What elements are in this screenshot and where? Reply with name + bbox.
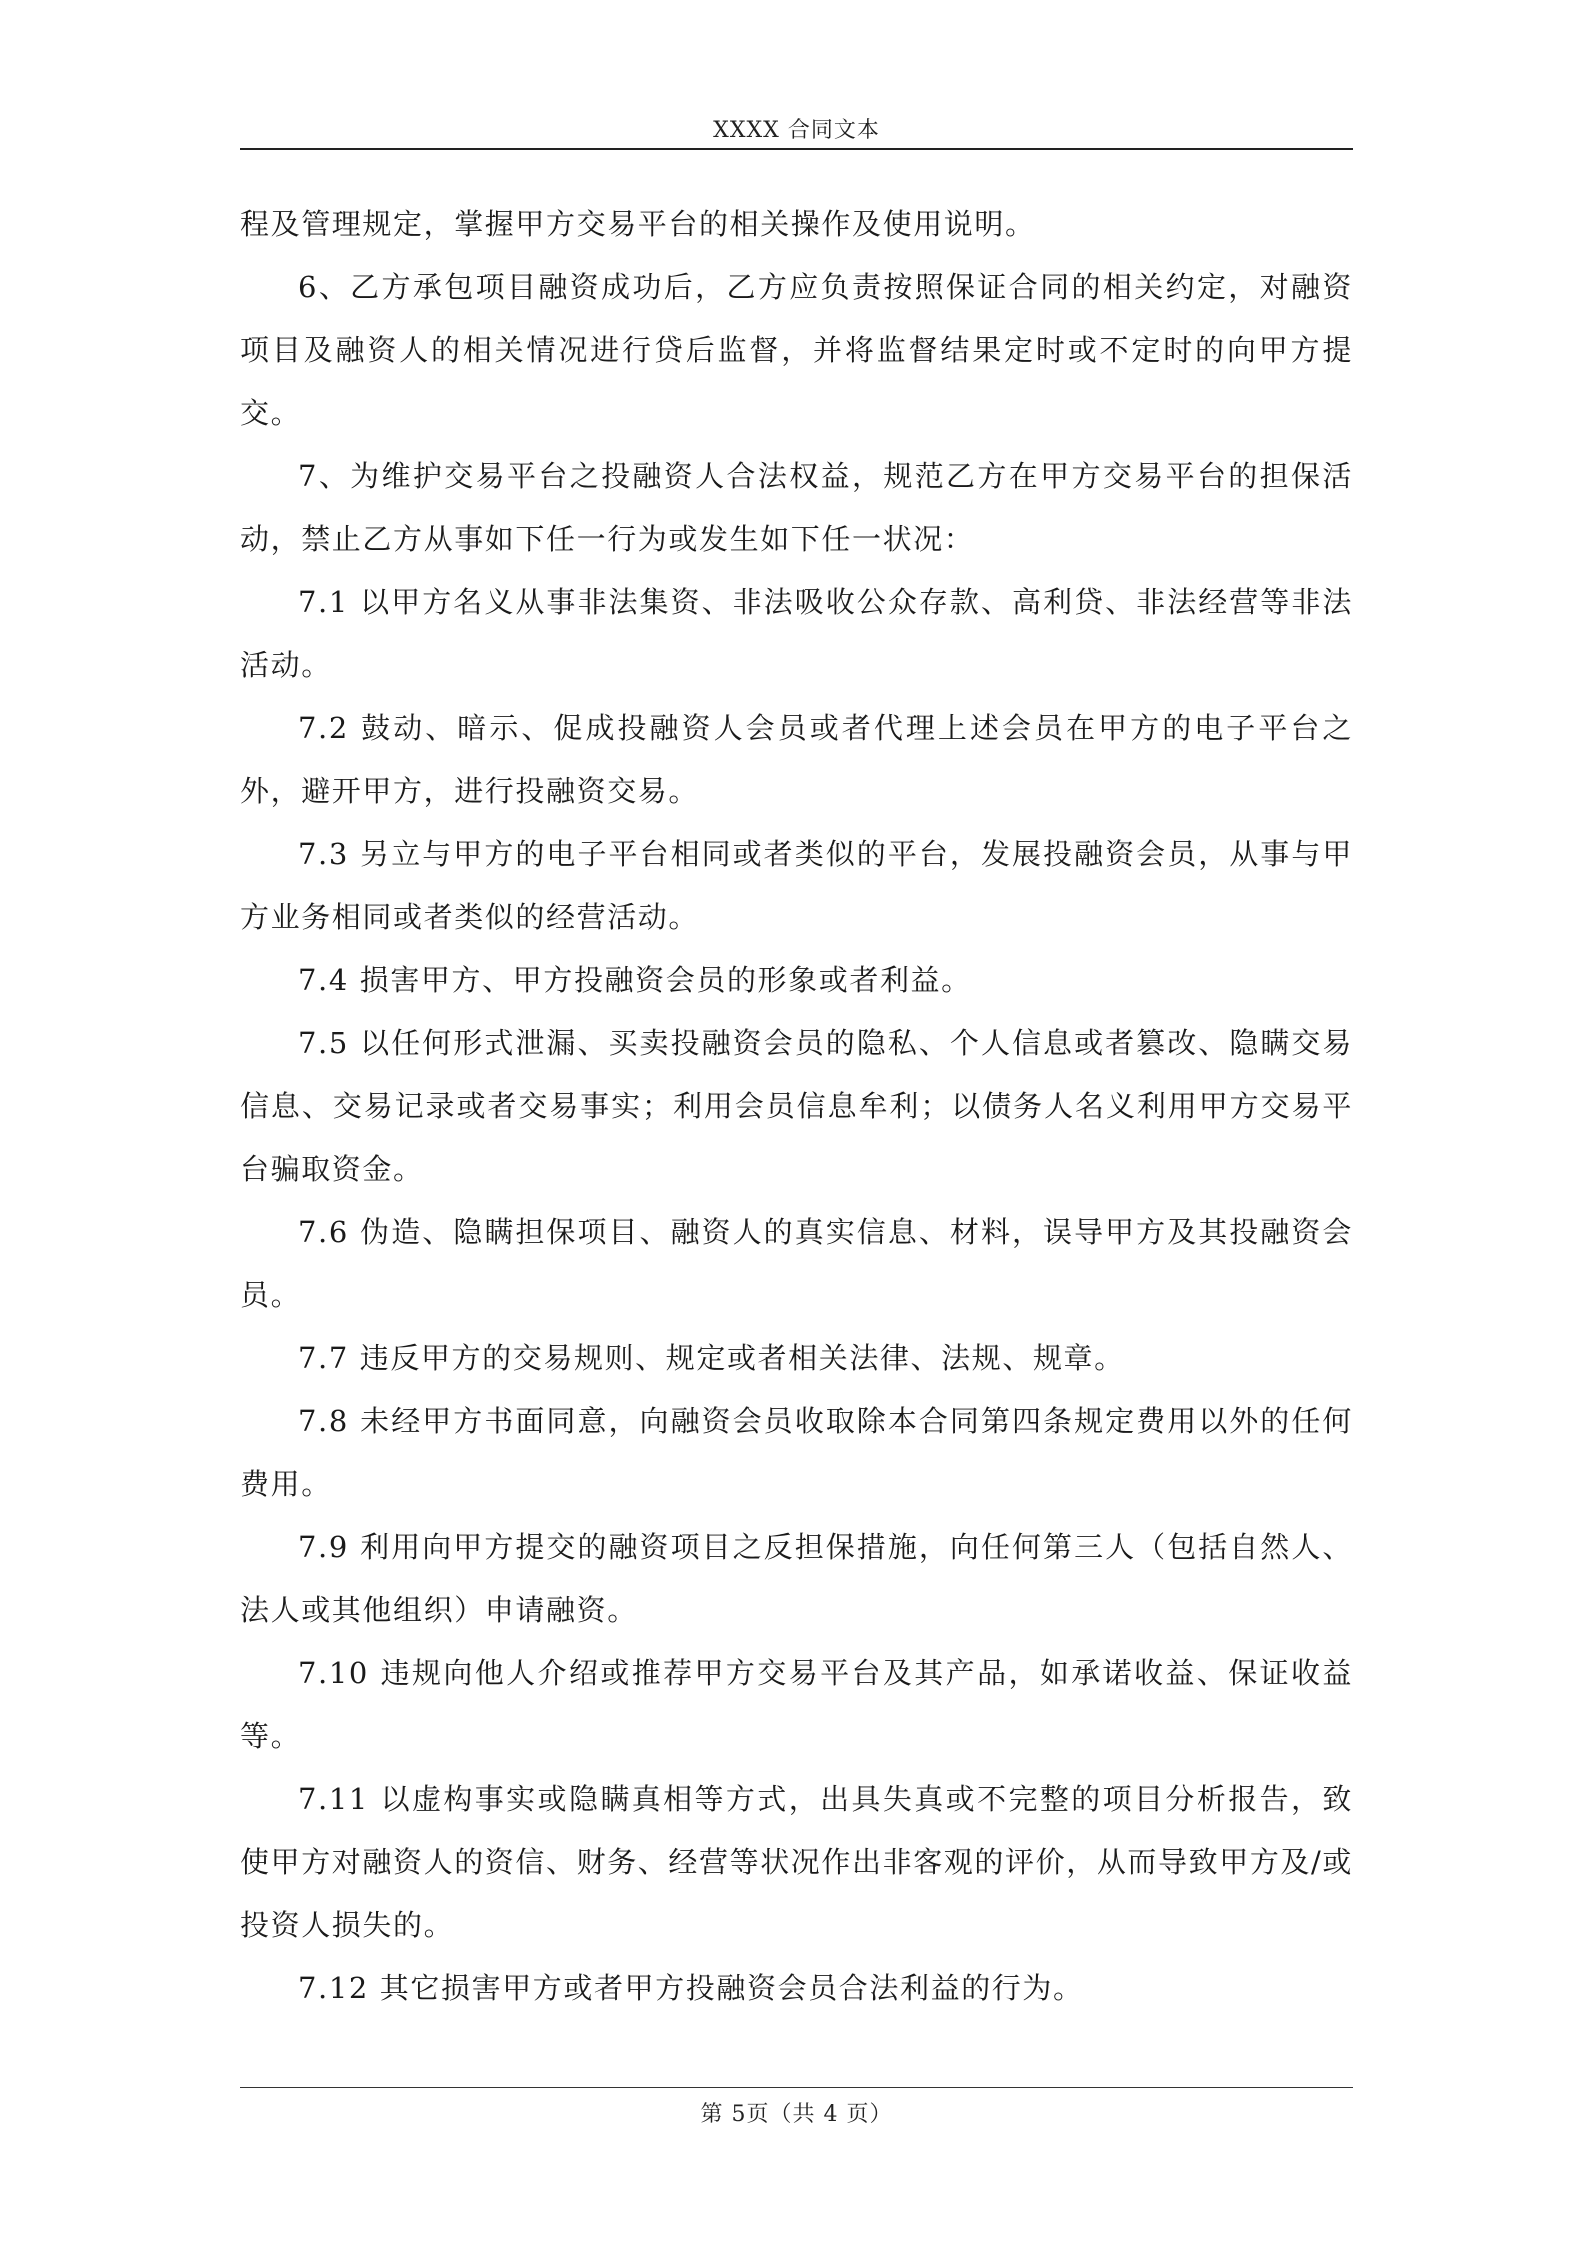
- header-title: XXXX 合同文本: [713, 118, 880, 143]
- header-divider: [240, 148, 1353, 150]
- paragraph: 7.12 其它损害甲方或者甲方投融资会员合法利益的行为。: [298, 1971, 1084, 2005]
- footer-page-number: 第 5页（共 4 页）: [700, 2102, 893, 2127]
- paragraph: 6、乙方承包项目融资成功后，乙方应负责按照保证合同的相关约定，对融资项目及融资人的相关情况进行贷后监督，并将监督结果定时或不定时的向甲方提交。: [240, 270, 1353, 430]
- paragraph: 7.8 未经甲方书面同意，向融资会员收取除本合同第四条规定费用以外的任何费用。: [240, 1404, 1353, 1501]
- paragraph: 7.10 违规向他人介绍或推荐甲方交易平台及其产品，如承诺收益、保证收益等。: [240, 1656, 1353, 1753]
- paragraph: 7.5 以任何形式泄漏、买卖投融资会员的隐私、个人信息或者篡改、隐瞒交易信息、交易记录或者交易事实；利用会员信息牟利；以债务人名义利用甲方交易平台骗取资金。: [240, 1026, 1353, 1186]
- paragraph: 7.1 以甲方名义从事非法集资、非法吸收公众存款、高利贷、非法经营等非法活动。: [240, 585, 1353, 682]
- paragraph: 7.11 以虚构事实或隐瞒真相等方式，出具失真或不完整的项目分析报告，致使甲方对融资人的资信、财务、经营等状况作出非客观的评价，从而导致甲方及/或投资人损失的。: [240, 1782, 1353, 1942]
- document-body: [240, 193, 1353, 2020]
- footer-divider: [240, 2087, 1353, 2088]
- paragraph: 7.7 违反甲方的交易规则、规定或者相关法律、法规、规章。: [298, 1341, 1125, 1375]
- paragraph: 7.9 利用向甲方提交的融资项目之反担保措施，向任何第三人（包括自然人、法人或其他组织）申请融资。: [240, 1530, 1353, 1627]
- paragraph: 程及管理规定，掌握甲方交易平台的相关操作及使用说明。: [240, 207, 1036, 241]
- paragraph: 7.4 损害甲方、甲方投融资会员的形象或者利益。: [298, 963, 972, 997]
- paragraph: 7、为维护交易平台之投融资人合法权益，规范乙方在甲方交易平台的担保活动，禁止乙方从事如下任一行为或发生如下任一状况：: [240, 459, 1353, 556]
- paragraph: 7.2 鼓动、暗示、促成投融资人会员或者代理上述会员在甲方的电子平台之外，避开甲方，进行投融资交易。: [240, 711, 1353, 808]
- paragraph: 7.3 另立与甲方的电子平台相同或者类似的平台，发展投融资会员，从事与甲方业务相同或者类似的经营活动。: [240, 837, 1353, 934]
- paragraph: 7.6 伪造、隐瞒担保项目、融资人的真实信息、材料，误导甲方及其投融资会员。: [240, 1215, 1353, 1312]
